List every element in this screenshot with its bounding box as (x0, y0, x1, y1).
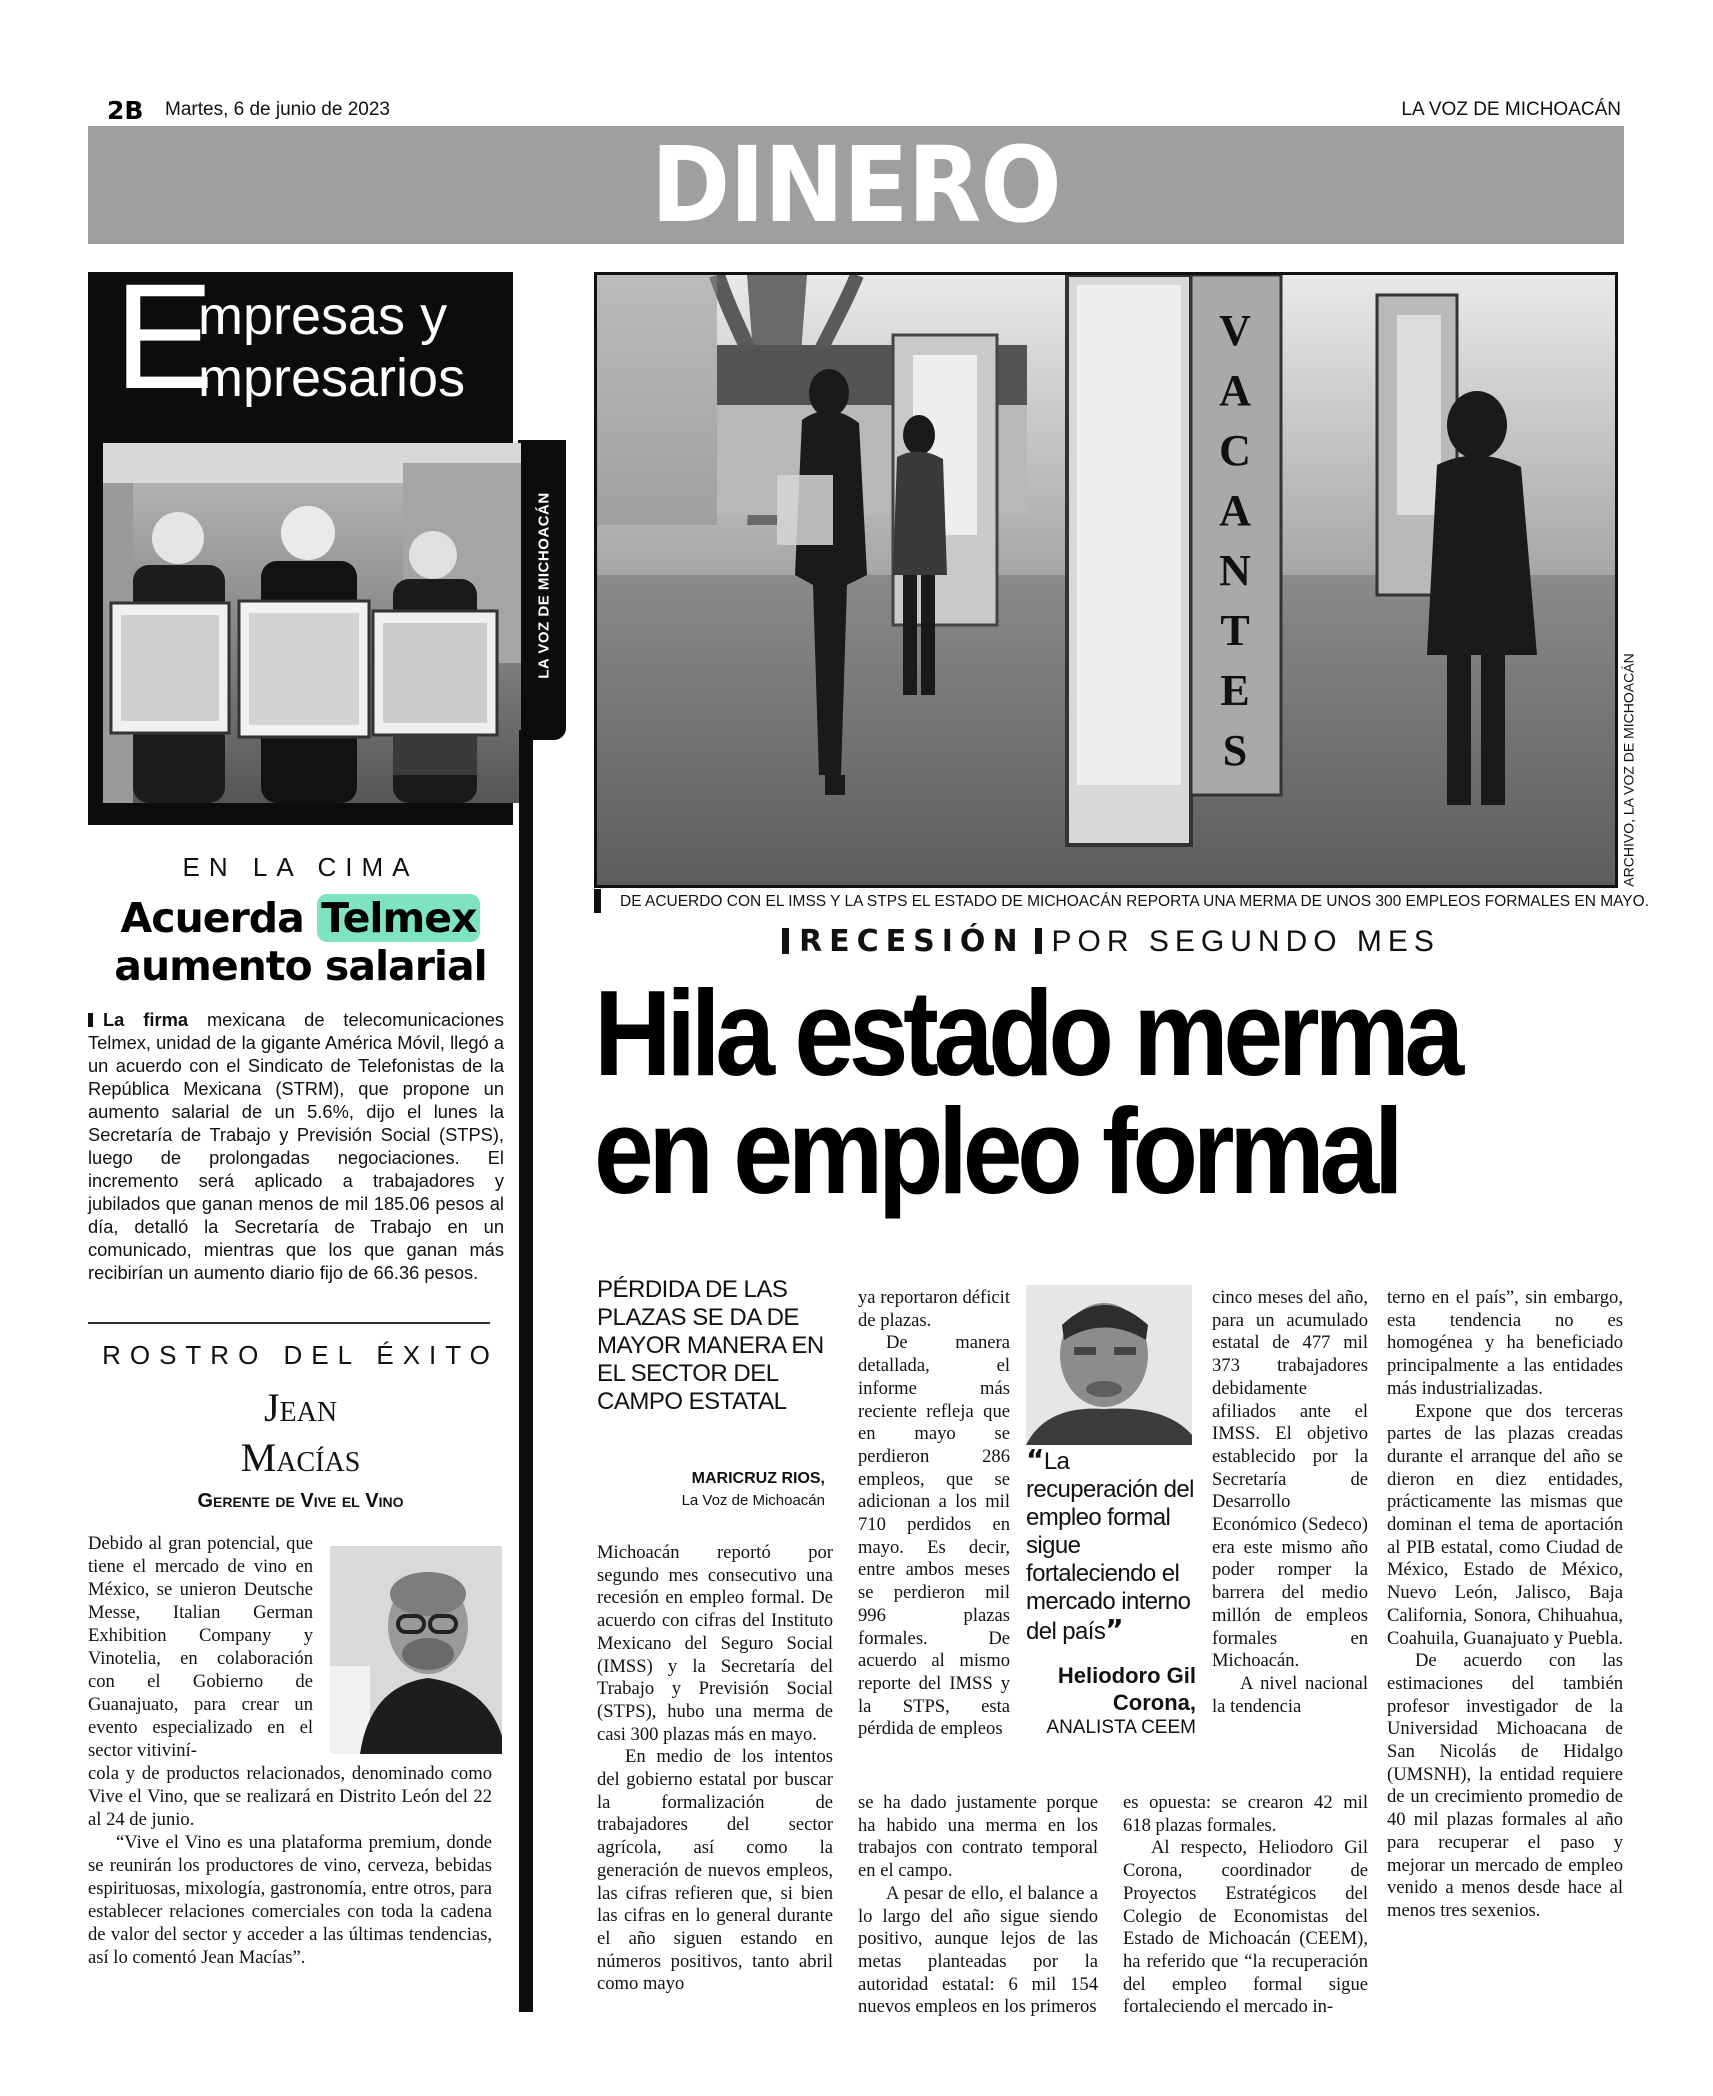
main-photo (594, 272, 1618, 888)
profile-photo-image (330, 1546, 502, 1754)
section-title: DINERO (651, 124, 1061, 246)
story-col2a-para2: De manera detallada, el informe más reciente refleja que en mayo se perdieron 286 empleos, que se adicionan a los mil 710 perdidos en mayo. Es decir, entre ambos meses se perdieron mil 996 plazas formales. De acuerdo al mismo reporte del IMSS y la STPS, esta pérdida de empleos (858, 1332, 1010, 1740)
quote-portrait (1026, 1285, 1192, 1445)
brief-headline-line2: aumento salarial (114, 942, 487, 990)
story-col2a-para1: ya reportaron déficit de plazas. (858, 1287, 1010, 1331)
story-deck: PÉRDIDA DE LAS PLAZAS SE DA DE MAYOR MANERA EN EL SECTOR DEL CAMPO ESTATAL (597, 1276, 824, 1415)
profile-body-para3: “Vive el Vino es una plataforma premium, donde se reunirán los productores de vino, cerveza, bebidas espirituosas, mixología, gastronomía, entre otros, para establecer relaciones comerciales con toda la cadena de valor del sector y acceder a las últimas tendencias, así lo comentó Jean Macías”. (88, 1832, 492, 1968)
profile-body-part1: Debido al gran potencial, que tiene el mercado de vino en México, se unieron Deutsche Messe, Italian German Exhibition Company y Vinotelia, en colaboración con el Gobierno de Guanajuato, para crear un evento especializado en el sector vitiviní- (88, 1533, 313, 1761)
profile-name-first: Jean (263, 1385, 338, 1430)
newspaper-name: LA VOZ DE MICHOACÁN (1401, 99, 1621, 120)
column-title-initial: E (114, 252, 215, 420)
svg-text:S: S (1222, 726, 1248, 775)
job-fair-photo (597, 275, 1615, 885)
svg-text:T: T (1220, 606, 1250, 655)
svg-text:C: C (1219, 426, 1251, 475)
column-divider (519, 730, 533, 2012)
issue-date: Martes, 6 de junio de 2023 (165, 99, 390, 120)
signing-photo-credit: LA VOZ DE MICHOACÁN (535, 491, 553, 679)
story-col1-para1: Michoacán reportó por segundo mes consecutivo una recesión en empleo formal. De acuerdo con cifras del Instituto Mexicano del Seguro Social (IMSS) y la Secretaría del Trabajo y Previsión Social (STPS), hubo una merma de casi 300 plazas más en mayo. (597, 1542, 833, 1745)
story-kicker-bold: RECESIÓN (799, 924, 1025, 959)
story-col4-para2: A nivel nacional la tendencia (1212, 1672, 1368, 1717)
story-headline-line2: en empleo formal (594, 1083, 1399, 1219)
quote-attribution-role: ANALISTA CEEM (1046, 1717, 1196, 1738)
story-column-3b (1123, 1792, 1368, 2019)
signing-photo-image (103, 443, 521, 803)
brief-headline-pre: Acuerda (120, 894, 318, 942)
story-col5-para2: Expone que dos terceras partes de las plazas creadas durante el arranque del año se dieron en diez entidades, prácticamente las mismas que dominan el tema de aportación al PIB estatal, como Ciudad de México, Estado de México, Nuevo León, Jalisco, Baja California, Sonora, Chihuahua, Coahuila, Guanajuato y Puebla. (1387, 1400, 1623, 1649)
page-number: 2B (107, 96, 144, 125)
story-column-3a (1212, 1287, 1368, 1718)
brief-headline-highlight: Telmex (317, 894, 480, 942)
column-title (100, 252, 510, 421)
brief-headline (88, 894, 513, 990)
story-col4-para1: cinco meses del año, para un acumulado estatal de 477 mil 373 trabajadores debidamente afiliados ante el IMSS. El objetivo establecido por la Secretaría de Desarrollo Económico (Sedeco) era este mismo año poder romper la barrera del medio millón de empleos formales en Michoacán. (1212, 1287, 1368, 1672)
story-column-2b (858, 1792, 1098, 2019)
quote-attribution-name: Heliodoro Gil Corona, (1057, 1663, 1196, 1715)
brief-body (88, 1008, 504, 1284)
section-banner (88, 126, 1624, 244)
svg-text:E: E (1220, 666, 1250, 715)
profile-kicker: ROSTRO DEL ÉXITO (102, 1340, 499, 1370)
quote-close-mark: ” (1105, 1613, 1124, 1646)
profile-photo (330, 1546, 502, 1754)
story-col2b-para2: A pesar de ello, el balance a lo largo del año sigue siendo positivo, aunque lejos de las metas planteadas por la autoridad estatal: 6 mil 154 nuevos empleos en los primeros (858, 1882, 1098, 2018)
story-headline-line1: Hila estado merma (594, 965, 1459, 1101)
story-col3-para1: es opuesta: se crearon 42 mil 618 plazas formales. (1123, 1792, 1368, 1836)
brief-text: mexicana de telecomunicaciones Telmex, unidad de la gigante América Móvil, llegó a un acuerdo con el Sindicato de Telefonistas de la República Mexicana (STRM), que propone un aumento salarial de un 5.6%, dijo el lunes la Secretaría de Trabajo y Previsión Social (STPS), luego de prolongadas negociaciones. El incremento será aplicado a trabajadores y jubilados que ganan menos de mil 185.06 pesos al día, detalló la Secretaría de Trabajo en un comunicado, mientras que los que ganan más recibirían un aumento diario fijo de 66.36 pesos. (88, 1009, 504, 1283)
signing-photo (103, 443, 521, 803)
story-column-2a (858, 1287, 1010, 1741)
pull-quote-text: La recuperación del empleo formal sigue fortaleciendo el mercado interno del país (1026, 1448, 1194, 1645)
byline-outlet: La Voz de Michoacán (681, 1492, 825, 1509)
story-col5-para1: terno en el país”, sin embargo, esta tendencia no es homogénea y ha beneficiado principalmente a las entidades más industrializadas. (1387, 1287, 1623, 1399)
story-column-1 (597, 1542, 833, 1996)
section-rule (88, 1322, 490, 1324)
brief-kicker: EN LA CIMA (182, 852, 419, 882)
profile-body-para2: cola y de productos relacionados, denominado como Vive el Vino, que se realizará en Distrito León del 22 al 24 de junio. (88, 1763, 492, 1830)
svg-text:N: N (1219, 546, 1251, 595)
story-kicker (594, 924, 1618, 959)
profile-name (88, 1383, 513, 1483)
svg-text:V: V (1219, 306, 1251, 355)
profile-role: Gerente de Vive el Vino (197, 1490, 404, 1512)
pull-quote (1026, 1443, 1196, 1646)
story-col5-para3: De acuerdo con las estimaciones del también profesor investigador de la Universidad Michoacana de San Nicolás de Hidalgo (UMSNH), la entidad requiere de un crecimiento promedio de 40 mil plazas formales al año para recuperar el paso y mejorar un mercado de empleo venido a menos desde hace al menos tres sexenios. (1387, 1650, 1623, 1921)
story-column-4 (1387, 1287, 1623, 1923)
quote-portrait-image (1026, 1285, 1192, 1445)
main-photo-caption: DE ACUERDO CON EL IMSS Y LA STPS EL ESTADO DE MICHOACÁN REPORTA UNA MERMA DE UNOS 300 EMPLEOS FORMALES EN MAYO. (594, 889, 1618, 915)
story-headline (594, 965, 1509, 1219)
story-col3-para2: Al respecto, Heliodoro Gil Corona, coordinador de Proyectos Estratégicos del Colegio de Economistas del Estado de Michoacán (CEEM), ha referido que “la recuperación del empleo formal sigue fortaleciendo el mercado in- (1123, 1837, 1368, 2018)
svg-text:A: A (1219, 366, 1251, 415)
column-title-line2: mpresarios (198, 348, 466, 408)
main-photo-credit: ARCHIVO, LA VOZ DE MICHOACÁN (1621, 653, 1637, 887)
profile-body-part2 (88, 1762, 492, 1969)
profile-name-last: Macías (240, 1435, 361, 1480)
story-col1-para2: En medio de los intentos del gobierno estatal por buscar la formalización de trabajadores del sector agrícola, así como la generación de nuevos empleos, las cifras refieren que, si bien las cifras en lo general durante el año siguen estando en números positivos, tanto abril como mayo (597, 1746, 833, 1995)
brief-lead: La firma (88, 1009, 188, 1030)
story-kicker-rest: POR SEGUNDO MES (1051, 925, 1440, 958)
byline-name: MARICRUZ RIOS, (691, 1470, 825, 1487)
quote-open-mark: “ (1026, 1443, 1044, 1476)
svg-text:A: A (1219, 486, 1251, 535)
story-col2b-para1: se ha dado justamente porque ha habido una merma en los trabajos con contrato temporal en el campo. (858, 1792, 1098, 1882)
column-title-line1: mpresas y (198, 286, 448, 346)
